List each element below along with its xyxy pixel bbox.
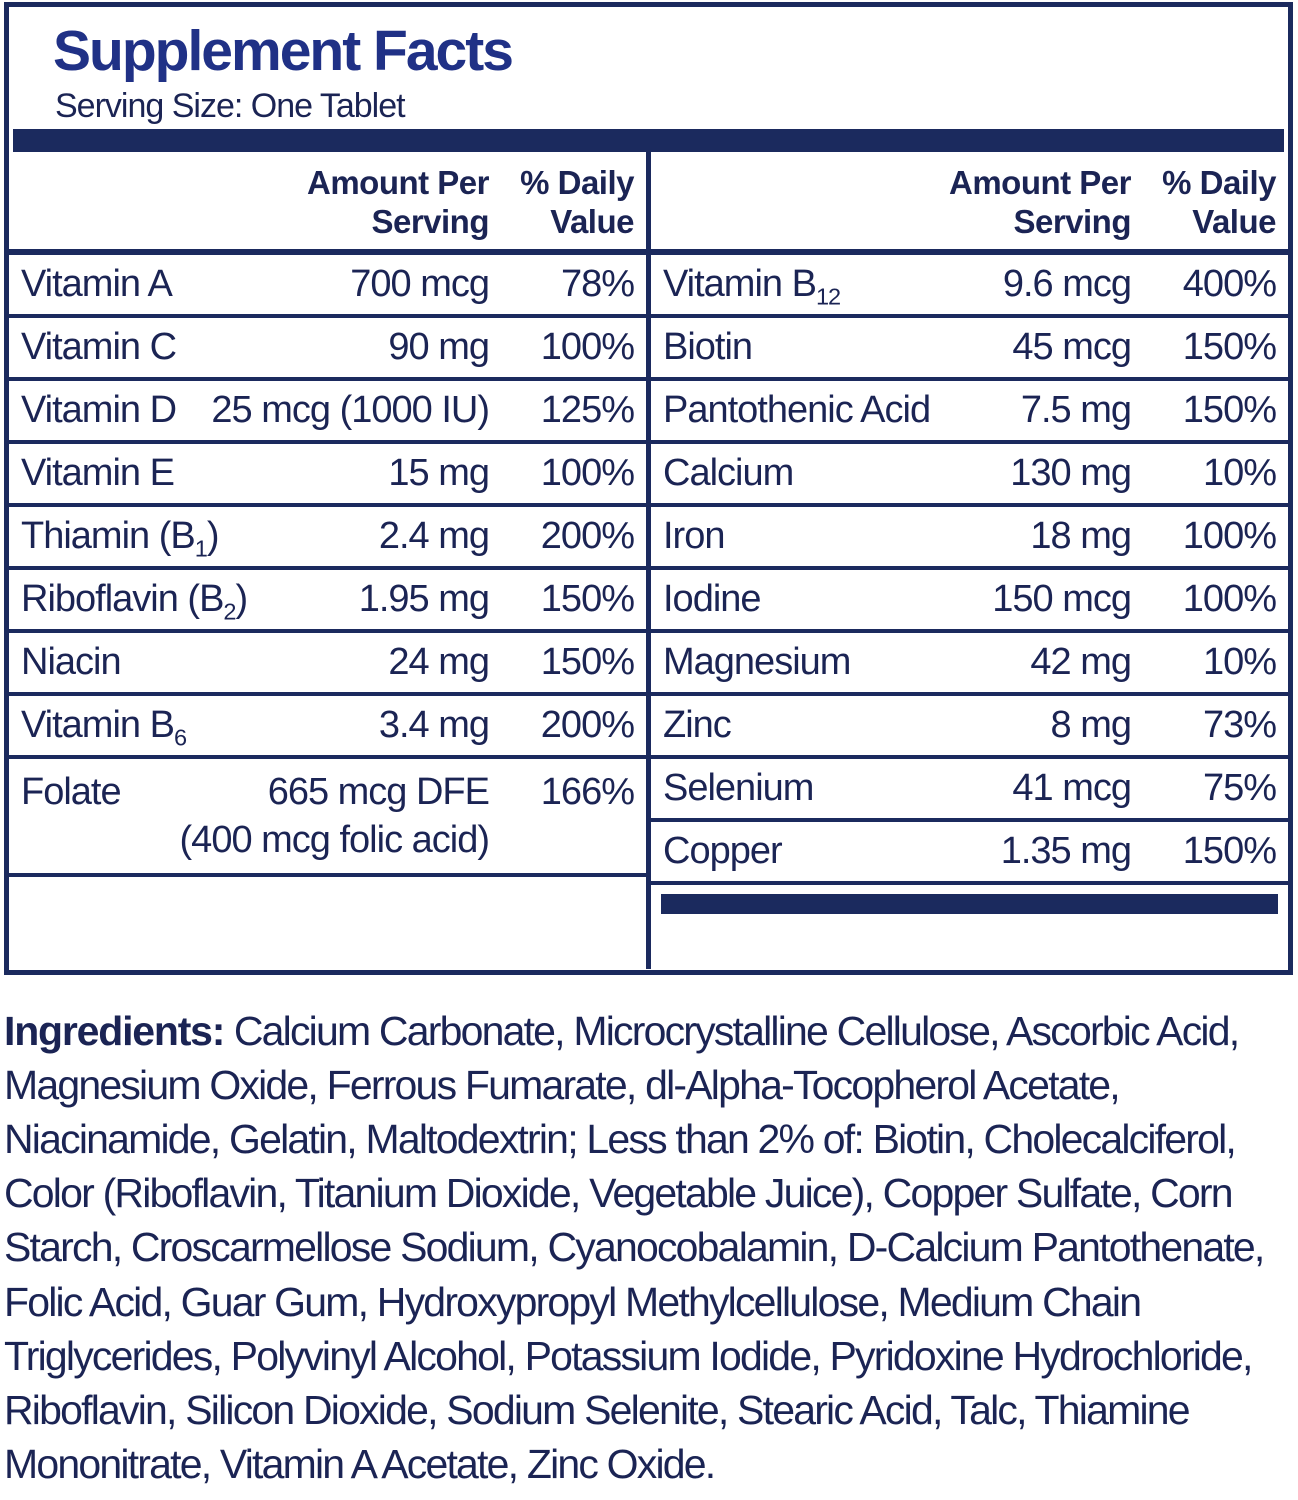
nutrient-dv: 78% — [560, 263, 634, 306]
nutrient-dv: 200% — [540, 515, 634, 558]
nutrient-name: Vitamin D — [21, 389, 177, 432]
nutrient-row — [651, 318, 1288, 381]
nutrient-row — [651, 255, 1288, 318]
nutrient-name: Thiamin $(B_1)$ — [21, 515, 379, 558]
facts-title: Supplement Facts — [53, 19, 512, 83]
dv-header-line1: % Daily — [1162, 164, 1276, 201]
nutrient-amount: 15 mg — [388, 452, 489, 495]
nutrient-amount: 7.5 mg — [1020, 389, 1131, 432]
nutrient-dv: 200% — [540, 704, 634, 747]
header-separator-bar — [13, 129, 1284, 152]
ingredients-section — [4, 1004, 1296, 1491]
amount-header-line2: Serving — [1013, 202, 1131, 240]
nutrient-amount-line2: (400 mcg folic acid) — [179, 818, 489, 861]
column-header-right — [651, 152, 1288, 255]
nutrient-row — [651, 696, 1288, 759]
nutrient-amount: 45 mcg — [1012, 326, 1131, 369]
ingredients-label: Ingredients: — [4, 1008, 225, 1054]
nutrient-dv: 166% — [540, 771, 634, 814]
nutrient-name: Riboflavin $(B_2)$ — [21, 578, 359, 621]
nutrient-amount: 24 mg — [388, 641, 489, 684]
nutrient-name: Vitamin $B_{12}$ — [663, 263, 1003, 306]
nutrient-amount: 8 mg — [1050, 704, 1131, 747]
nutrient-amount: 700 mcg — [350, 263, 489, 306]
nutrient-amount: 1.95 mg — [358, 578, 489, 621]
nutrient-name: Vitamin A — [21, 263, 172, 306]
nutrient-rows-left — [9, 255, 646, 877]
nutrient-name: Zinc — [663, 704, 731, 747]
dv-header-line2: Value — [550, 202, 634, 240]
nutrient-name: Biotin — [663, 326, 753, 369]
footer-bar — [661, 894, 1278, 914]
daily-value-header — [1131, 164, 1276, 241]
nutrient-dv: 150% — [1182, 326, 1276, 369]
nutrient-dv: 10% — [1202, 641, 1276, 684]
nutrient-amount: 1.35 mg — [1000, 830, 1131, 873]
nutrient-row — [9, 507, 646, 570]
nutrient-row — [9, 318, 646, 381]
nutrient-row — [9, 570, 646, 633]
facts-column-left — [9, 152, 646, 969]
nutrient-row — [651, 633, 1288, 696]
facts-columns — [9, 152, 1288, 969]
nutrient-name: Niacin — [21, 641, 121, 684]
nutrient-row — [651, 444, 1288, 507]
nutrient-name: Magnesium — [663, 641, 851, 684]
daily-value-header — [489, 164, 634, 241]
nutrient-rows-right — [651, 255, 1288, 885]
nutrient-row — [9, 255, 646, 318]
nutrient-dv: 75% — [1202, 767, 1276, 810]
nutrient-row — [9, 696, 646, 759]
amount-header-line1: Amount Per — [306, 164, 489, 201]
nutrient-amount-line1: 665 mcg DFE — [267, 771, 489, 814]
nutrient-name: Selenium — [663, 767, 814, 810]
serving-size: Serving Size: One Tablet — [55, 87, 405, 125]
nutrient-dv: 400% — [1182, 263, 1276, 306]
nutrient-dv: 100% — [540, 452, 634, 495]
facts-box — [4, 2, 1293, 975]
nutrient-amount: 42 mg — [1030, 641, 1131, 684]
nutrient-dv: 100% — [540, 326, 634, 369]
ingredients-text: Calcium Carbonate, Microcrystalline Cellulose, Ascorbic Acid, Magnesium Oxide, Ferrous Fumarate, dl-Alpha-Tocopherol Acetate, Niacinamide, Gelatin, Maltodextrin; Less than 2% of: Biotin, Cholecalciferol, Color (Riboflavin, Titanium Dioxide, Vegetable Juice), Copper Sulfate, Corn Starch, Croscarmellose Sodium, Cyanocobalamin, D-Calcium Pantothenate, Folic Acid, Guar Gum, Hydroxypropyl Methylcellulose, Medium Chain Triglycerides, Polyvinyl Alcohol, Potassium Iodide, Pyridoxine Hydrochloride, Riboflavin, Silicon Dioxide, Sodium Selenite, Stearic Acid, Talc, Thiamine Mononitrate, Vitamin A Acetate, Zinc Oxide. — [4, 1008, 1264, 1487]
amount-per-serving-header — [307, 164, 489, 241]
nutrient-amount — [180, 769, 489, 864]
nutrient-row — [9, 759, 646, 877]
nutrient-name: Folate — [21, 771, 121, 814]
nutrient-row — [651, 507, 1288, 570]
nutrient-dv: 125% — [540, 389, 634, 432]
amount-per-serving-header — [949, 164, 1131, 241]
nutrient-row — [651, 381, 1288, 444]
nutrient-amount: 18 mg — [1030, 515, 1131, 558]
nutrient-name: Iron — [663, 515, 725, 558]
nutrient-dv: 10% — [1202, 452, 1276, 495]
nutrient-name: Iodine — [663, 578, 761, 621]
nutrient-amount: 150 mcg — [992, 578, 1131, 621]
nutrient-name: Pantothenic Acid — [663, 389, 931, 432]
nutrient-row — [9, 444, 646, 507]
column-header-left — [9, 152, 646, 255]
amount-header-line2: Serving — [371, 202, 489, 240]
nutrient-row — [651, 822, 1288, 885]
nutrient-name: Vitamin $B_6$ — [21, 704, 379, 747]
nutrient-amount: 41 mcg — [1012, 767, 1131, 810]
nutrient-amount: 2.4 mg — [378, 515, 489, 558]
nutrient-name: Copper — [663, 830, 782, 873]
nutrient-row — [9, 381, 646, 444]
nutrient-dv: 100% — [1182, 578, 1276, 621]
nutrient-dv: 150% — [540, 641, 634, 684]
dv-header-line1: % Daily — [520, 164, 634, 201]
nutrient-dv: 100% — [1182, 515, 1276, 558]
nutrient-row — [9, 633, 646, 696]
nutrient-row — [651, 759, 1288, 822]
nutrient-amount: 90 mg — [388, 326, 489, 369]
nutrient-dv: 150% — [1182, 830, 1276, 873]
nutrient-name: Vitamin E — [21, 452, 174, 495]
facts-column-right — [651, 152, 1288, 969]
nutrient-name-subscript: 1 — [194, 535, 207, 559]
nutrient-row — [651, 570, 1288, 633]
nutrient-name-subscript: 2 — [223, 598, 236, 622]
nutrient-amount: 25 mcg (1000 IU) — [211, 389, 489, 432]
nutrient-amount: 3.4 mg — [378, 704, 489, 747]
amount-header-line1: Amount Per — [948, 164, 1131, 201]
nutrient-dv: 73% — [1202, 704, 1276, 747]
nutrient-dv: 150% — [1182, 389, 1276, 432]
nutrient-name: Calcium — [663, 452, 794, 495]
nutrient-name-subscript: 6 — [173, 724, 187, 748]
nutrient-name: Vitamin C — [21, 326, 177, 369]
dv-header-line2: Value — [1192, 202, 1276, 240]
nutrient-dv: 150% — [540, 578, 634, 621]
nutrient-amount: 9.6 mcg — [1002, 263, 1131, 306]
nutrient-name-subscript: 12 — [815, 283, 841, 307]
nutrient-amount: 130 mg — [1010, 452, 1131, 495]
